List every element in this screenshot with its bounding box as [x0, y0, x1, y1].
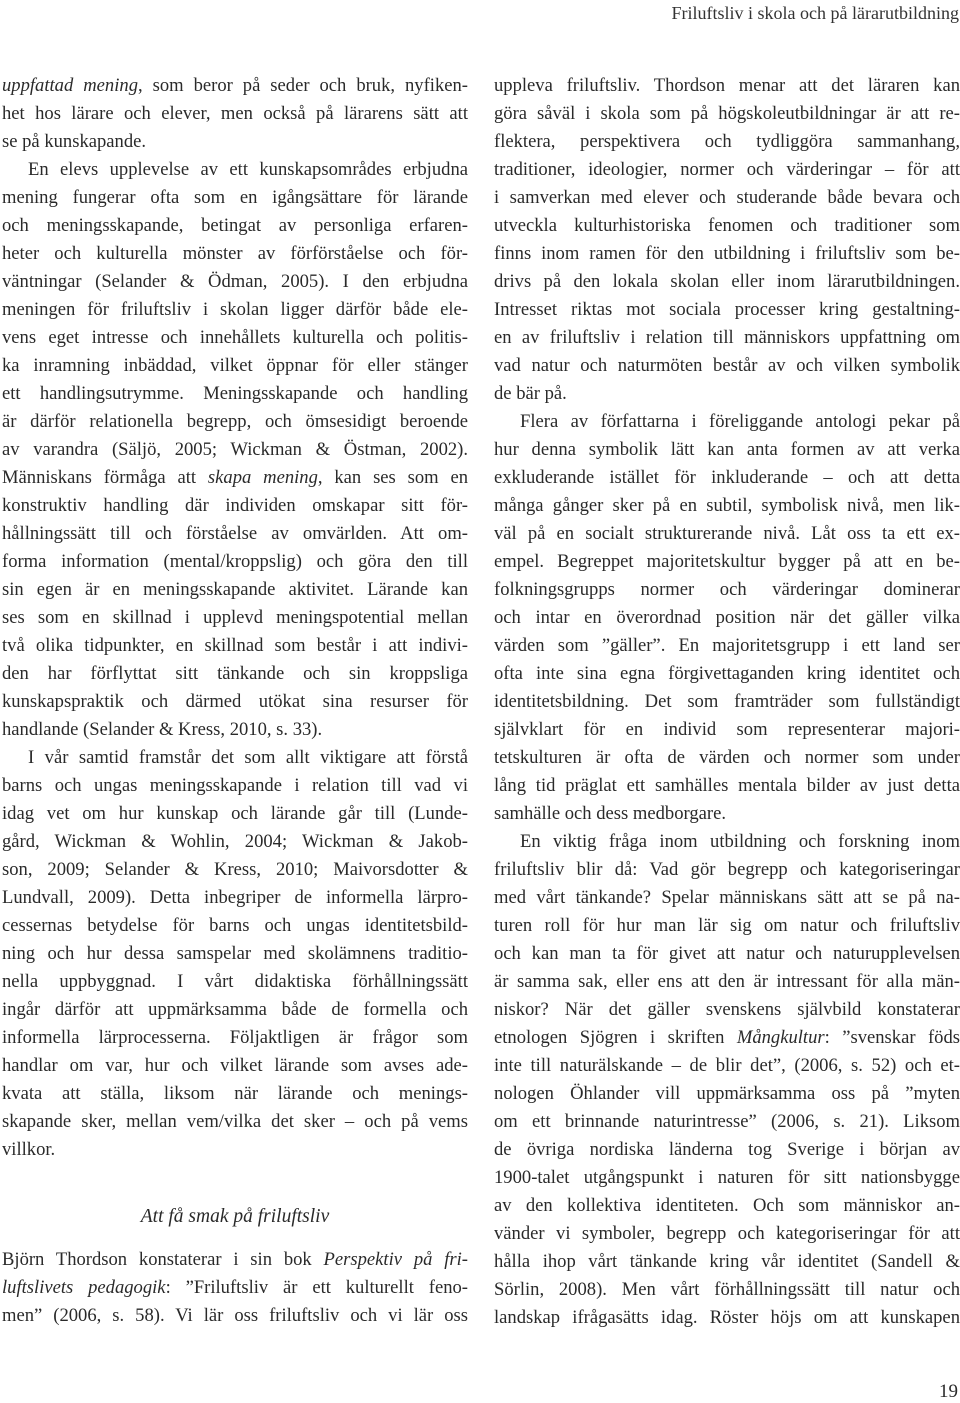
- text-line: ofta inte sina egna förgivettaganden kring identitet och: [494, 663, 960, 684]
- text-line: idag vet om hur kunskap och lärande går till (Lunde-: [2, 803, 468, 824]
- text-line: drivs på den lokala skolan eller inom lärarutbildningen.: [494, 271, 960, 292]
- text-line: hur denna symbolik lätt kan anta formen av att verka: [494, 439, 960, 460]
- text-line: barns och ungas meningsskapande i relation till vad vi: [2, 775, 468, 796]
- text-line: kunskapspraktik och därmed utökat sina resurser för: [2, 691, 468, 712]
- text-line: väl på en socialt strukturerande nivå. Låt oss ta ett ex-: [494, 523, 960, 544]
- text-line: och kan man ta för givet att natur och naturupplevelsen: [494, 943, 960, 964]
- text-line: identitetsbildning. Det som framträder som fullständigt: [494, 691, 960, 712]
- text-line: de övriga nordiska länderna tog Sverige i början av: [494, 1139, 960, 1160]
- text-line: ses som en skillnad i upplevd meningspotential mellan: [2, 607, 468, 628]
- text-line: etnologen Sjögren i skriften Mångkultur: ”svenskar föds: [494, 1027, 960, 1048]
- text-line: av varandra (Säljö, 2005; Wickman & Östman, 2002).: [2, 439, 468, 460]
- section-heading: Att få smak på friluftsliv: [140, 1206, 330, 1227]
- text-line: mening fungerar ofta som en igångsättare för lärande: [2, 187, 468, 208]
- text-line: konstruktiv handling där individen omskapar sitt för-: [2, 495, 468, 516]
- text-line: 1900-talet utgångspunkt i naturen för sitt nationsbygge: [494, 1167, 960, 1188]
- text-line: empel. Begreppet majoritetskultur bygger på att en be-: [494, 551, 960, 572]
- text-line: hållningssätt till och förståelse av omvärlden. Att om-: [2, 523, 468, 544]
- text-line: de bär på.: [494, 383, 567, 404]
- text-line: flektera, perspektivera och tydliggöra sammanhang,: [494, 131, 960, 152]
- text-line: men” (2006, s. 58). Vi lär oss friluftsliv och vi lär oss: [2, 1305, 468, 1326]
- text-line: värden som ”gäller”. En majoritetsgrupp i ett land ser: [494, 635, 960, 656]
- left-column-section: [2, 1246, 468, 1330]
- text-line: ingår därför att uppmärksamma både de formella och: [2, 999, 468, 1020]
- text-line: finns inom ramen för den utbildning i friluftsliv som be-: [494, 243, 960, 264]
- text-line: uppfattad mening, som beror på seder och bruk, nyfiken-: [2, 75, 469, 96]
- text-line: tetskulturen är ofta de värden och normer som under: [494, 747, 960, 768]
- text-line: den har förflyttat sitt tänkande och sin kroppsliga: [2, 663, 468, 684]
- text-line: många gånger sker på en subtil, symbolisk nivå, men lik-: [494, 495, 960, 516]
- text-line: heter och kulturella mönster av förförståelse och för-: [2, 243, 468, 264]
- text-line: Björn Thordson konstaterar i sin bok Perspektiv på fri-: [2, 1249, 468, 1270]
- text-line: forma information (mental/kroppslig) och göra den till: [2, 551, 468, 572]
- text-line: uppleva friluftsliv. Thordson menar att det läraren kan: [494, 75, 960, 96]
- text-line: nologen Öhlander vill uppmärksamma oss på ”myten: [494, 1083, 960, 1104]
- text-line: och meningsskapande, betingat av personliga erfaren-: [2, 215, 468, 236]
- text-line: luftslivets pedagogik: ”Friluftsliv är ett kulturellt feno-: [2, 1277, 468, 1298]
- text-line: villkor.: [2, 1139, 56, 1160]
- text-line: cessernas betydelse för barns och ungas identitetsbild-: [2, 915, 468, 936]
- text-line: son, 2009; Selander & Kress, 2010; Maivorsdotter &: [2, 859, 468, 880]
- text-line: landskap ifrågasätts idag. Röster höjs om att kunskapen: [494, 1307, 960, 1328]
- text-line: inte till naturälskande – de blir det”, (2006, s. 52) och et-: [494, 1055, 960, 1076]
- text-line: självklart för en individ som representerar majori-: [494, 719, 960, 740]
- text-line: het hos lärare och elever, men också på lärarens sätt att: [2, 103, 468, 124]
- text-line: folkningsgrupps normer och värderingar dominerar: [494, 579, 960, 600]
- text-line: handlar om var, hur och vilket lärande som avses ade-: [2, 1055, 468, 1076]
- text-line: I vår samtid framstår det som allt viktigare att förstå: [28, 747, 468, 768]
- text-line: väntningar (Selander & Ödman, 2005). I den erbjudna: [2, 271, 468, 292]
- text-line: traditioner, ideologier, normer och värderingar – för att: [494, 159, 960, 180]
- text-line: friluftsliv blir då: Vad gör begrepp och kategoriseringar: [494, 859, 960, 880]
- text-line: om ett brinnande naturintresse” (2006, s. 21). Liksom: [494, 1111, 960, 1132]
- text-line: och intar en överordnad position när det gäller vilka: [494, 607, 960, 628]
- text-line: samhälle och dess medborgare.: [494, 803, 727, 824]
- text-line: hålla ihop vårt tänkande kring vår identitet (Sandell &: [494, 1251, 960, 1272]
- text-line: kvata att ställa, liksom när lärande och menings-: [2, 1083, 468, 1104]
- text-line: se på kunskapande.: [2, 131, 147, 152]
- page-number: 19: [939, 1381, 958, 1402]
- text-line: En viktig fråga inom utbildning och forskning inom: [520, 831, 960, 852]
- text-line: En elevs upplevelse av ett kunskapsområdes erbjudna: [28, 159, 468, 180]
- text-line: gård, Wickman & Wohlin, 2004; Wickman & Jakob-: [2, 831, 468, 852]
- text-line: turen roll för hur man lär sig om natur och friluftsliv: [494, 915, 960, 936]
- text-line: är samma sak, eller ens att den är intressant för alla män-: [494, 971, 960, 992]
- text-line: av den kollektiva identiteten. Och som människor an-: [494, 1195, 960, 1216]
- text-line: Intresset riktas mot sociala processer kring gestaltning-: [494, 299, 960, 320]
- text-line: handlande (Selander & Kress, 2010, s. 33).: [2, 719, 323, 740]
- text-line: två olika tidpunkter, en skillnad som består i att indivi-: [2, 635, 468, 656]
- text-line: Lundvall, 2009). Detta inbegriper de informella lärpro-: [2, 887, 468, 908]
- text-line: göra såväl i skola som på högskoleutbildningar är att re-: [494, 103, 960, 124]
- text-line: vens eget intresse och innehållets kulturella och politis-: [2, 327, 468, 348]
- text-line: Flera av författarna i föreliggande antologi pekar på: [520, 411, 960, 432]
- left-column: [2, 72, 468, 1164]
- text-line: informella lärprocesserna. Följaktligen är frågor som: [2, 1027, 468, 1048]
- text-line: utveckla kulturhistoriska fenomen och traditioner som: [494, 215, 960, 236]
- text-line: sin egen är en meningsskapande aktivitet. Lärande kan: [2, 579, 468, 600]
- text-line: med vårt tänkande? Spelar människans sätt att se på na-: [494, 887, 960, 908]
- text-line: Sörlin, 2008). Men vårt förhållningssätt till natur och: [494, 1279, 960, 1300]
- text-line: vänder vi symboler, begrepp och kategoriseringar för att: [494, 1223, 960, 1244]
- text-line: vad natur och naturmöten består av och vilken symbolik: [494, 355, 960, 376]
- text-line: ka inramning inbäddad, vilket öppnar för eller stänger: [2, 355, 468, 376]
- text-line: i samverkan med elever och studerande både bevara och: [494, 187, 960, 208]
- text-line: en av friluftsliv i relation till människors uppfattning om: [494, 327, 960, 348]
- text-line: ning och hur dessa samspelar med skolämnens traditio-: [2, 943, 468, 964]
- running-head: Friluftsliv i skola och på lärarutbildning: [671, 3, 959, 23]
- right-column: [494, 72, 960, 1332]
- text-line: är därför relationella begrepp, och ömsesidigt beroende: [2, 411, 468, 432]
- text-line: skapande sker, mellan vem/vilka det sker – och på vems: [2, 1111, 468, 1132]
- text-line: niskor? När det gäller svenskens självbild konstaterar: [494, 999, 960, 1020]
- text-line: nella uppbyggnad. I vårt didaktiska förhållningssätt: [2, 971, 468, 992]
- text-line: lång tid präglat ett samhälles mentala bilder av just detta: [494, 775, 960, 796]
- text-line: meningen för friluftsliv i skolan ligger därför både ele-: [2, 299, 468, 320]
- text-line: exkluderande istället för inkluderande – och att detta: [494, 467, 960, 488]
- text-line: Människans förmåga att skapa mening, kan ses som en: [2, 467, 469, 488]
- text-line: ett handlingsutrymme. Meningsskapande och handling: [2, 383, 468, 404]
